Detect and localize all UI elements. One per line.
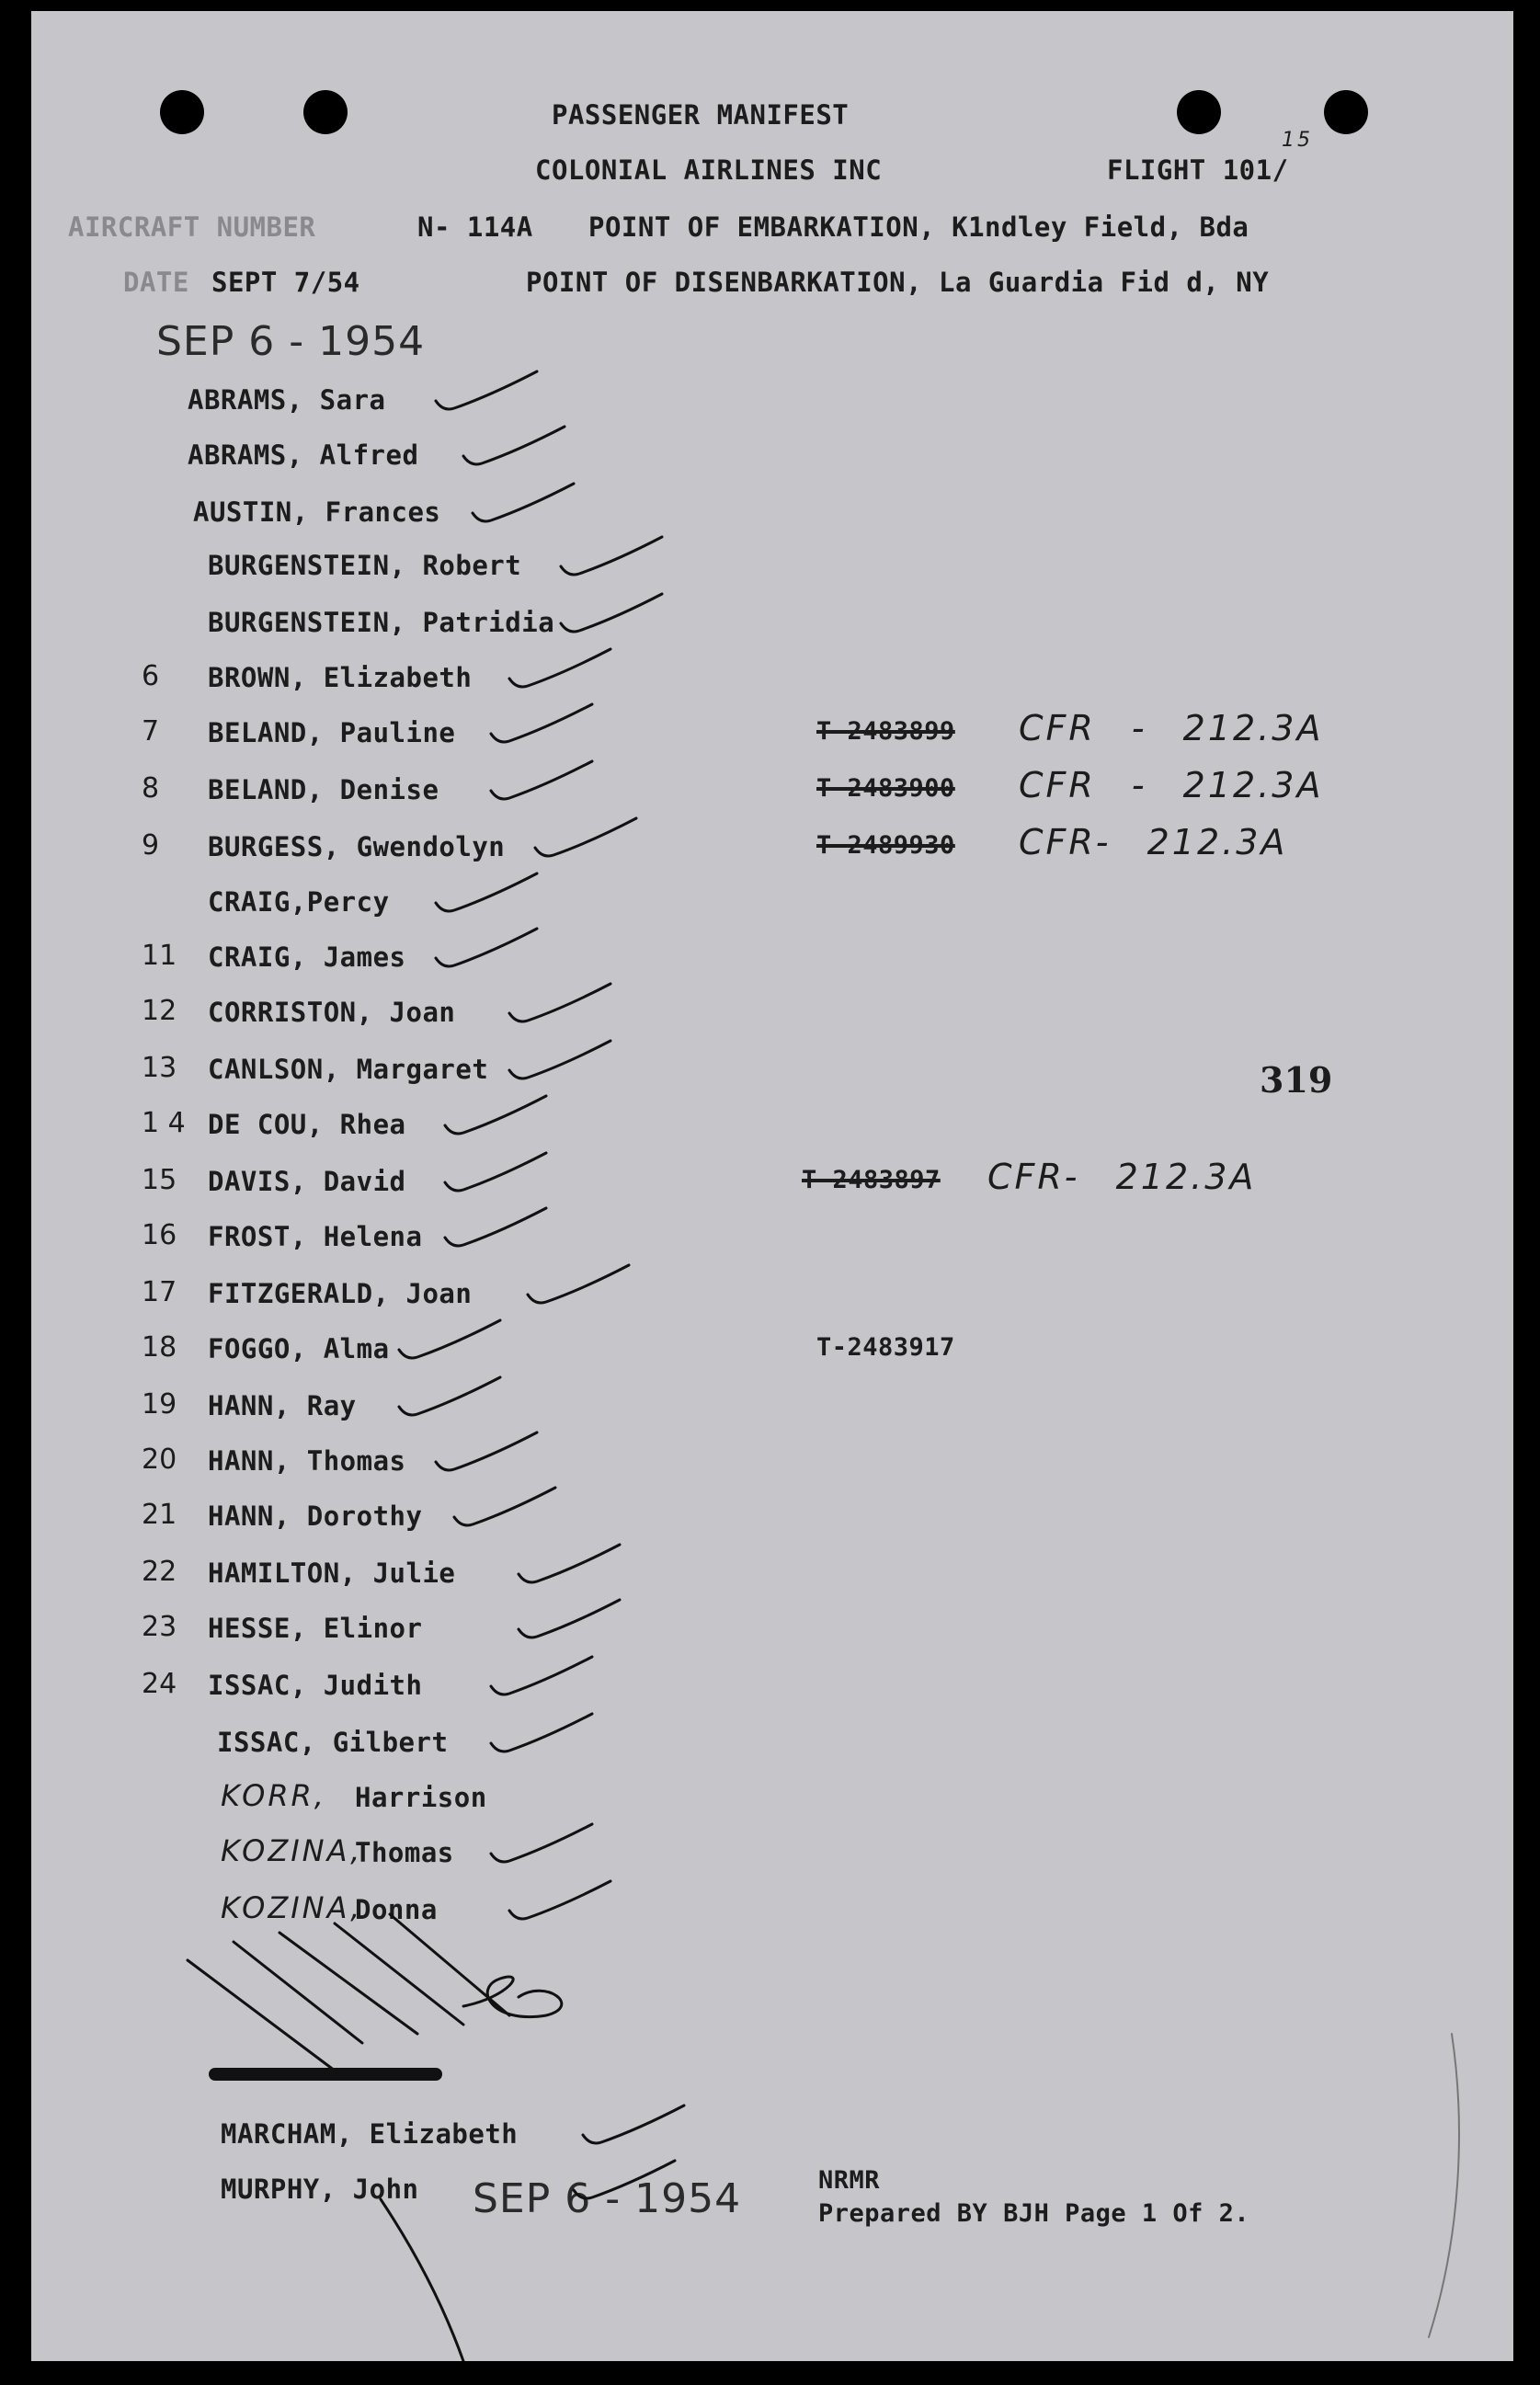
passenger-number: 20	[142, 1444, 177, 1476]
flight-number: FLIGHT 101/	[1107, 154, 1289, 186]
check-mark	[535, 818, 636, 856]
check-mark	[473, 484, 574, 521]
check-mark	[454, 1488, 555, 1525]
date-stamp-top: SEP 6 - 1954	[156, 318, 426, 365]
check-mark	[445, 1096, 546, 1134]
check-mark	[509, 1881, 610, 1919]
passenger-surname-handwritten: KOZINA,	[221, 1833, 363, 1868]
passenger-name: Thomas	[355, 1837, 454, 1868]
passenger-number: 21	[142, 1499, 177, 1531]
manifest-sheet	[31, 11, 1513, 2361]
check-mark	[491, 761, 592, 799]
passenger-name: Harrison	[355, 1782, 487, 1813]
check-mark	[436, 929, 537, 966]
margin-number: 319	[1260, 1059, 1333, 1101]
passenger-name: HANN, Thomas	[208, 1445, 406, 1477]
check-mark	[491, 1657, 592, 1695]
passenger-name: BELAND, Denise	[208, 774, 439, 805]
check-mark	[561, 537, 662, 575]
passenger-name: CANLSON, Margaret	[208, 1054, 489, 1085]
embarkation-point: POINT OF EMBARKATION, K1ndley Field, Bda	[588, 211, 1249, 243]
check-mark	[491, 1824, 592, 1862]
ticket-number: T-2483900	[816, 774, 955, 803]
passenger-number: 11	[142, 940, 177, 972]
passenger-number: 15	[142, 1164, 177, 1196]
passenger-surname-handwritten: KORR,	[221, 1778, 326, 1813]
passenger-number: 13	[142, 1052, 177, 1084]
passenger-number: 1 4	[142, 1107, 186, 1139]
passenger-surname-handwritten: KOZINA,	[221, 1890, 363, 1925]
signature-scribble	[463, 1977, 562, 2017]
passenger-name: CRAIG,Percy	[208, 886, 390, 918]
prepared-by: Prepared BY BJH Page 1 Of 2.	[818, 2199, 1250, 2228]
check-mark	[509, 984, 610, 1021]
passenger-number: 18	[142, 1331, 177, 1364]
margin-arc	[1429, 2034, 1459, 2337]
passenger-name: HANN, Dorothy	[208, 1501, 423, 1532]
check-mark	[436, 1432, 537, 1470]
check-mark	[528, 1265, 629, 1303]
ticket-number: T-2483917	[816, 1333, 955, 1362]
check-mark	[445, 1208, 546, 1246]
manifest-title: PASSENGER MANIFEST	[552, 99, 850, 131]
check-mark	[561, 594, 662, 632]
aircraft-number: N- 114A	[417, 211, 533, 243]
passenger-name: MARCHAM, Elizabeth	[221, 2118, 519, 2150]
passenger-number: 8	[142, 772, 160, 805]
passenger-name: BROWN, Elizabeth	[208, 662, 473, 693]
passenger-name: HANN, Ray	[208, 1390, 357, 1421]
passenger-name: BURGESS, Gwendolyn	[208, 831, 506, 862]
ticket-number: T-2489930	[816, 831, 955, 860]
passenger-name: DAVIS, David	[208, 1166, 406, 1197]
passenger-name: BURGENSTEIN, Robert	[208, 550, 522, 581]
passenger-name: Donna	[355, 1894, 438, 1925]
passenger-name: DE COU, Rhea	[208, 1109, 406, 1140]
check-mark	[445, 1153, 546, 1191]
office-code: NRMR	[818, 2166, 881, 2195]
passenger-name: ISSAC, Gilbert	[217, 1727, 449, 1758]
check-mark	[583, 2105, 684, 2143]
passenger-name: FOGGO, Alma	[208, 1333, 390, 1364]
passenger-name: BELAND, Pauline	[208, 717, 456, 748]
passenger-name: AUSTIN, Frances	[193, 496, 441, 528]
passenger-number: 24	[142, 1668, 177, 1700]
check-mark	[463, 427, 565, 464]
passenger-number: 6	[142, 660, 160, 692]
check-mark	[436, 873, 537, 911]
crossout-stroke-1	[188, 1960, 335, 2071]
check-mark	[509, 1041, 610, 1078]
check-mark	[399, 1320, 500, 1358]
check-mark	[491, 704, 592, 742]
passenger-number: 22	[142, 1556, 177, 1588]
flight-correction: 15	[1282, 129, 1313, 152]
date-stamp-bottom: SEP 6 - 1954	[473, 2175, 742, 2222]
passenger-name: FROST, Helena	[208, 1221, 423, 1252]
cfr-annotation: CFR - 212.3A	[1019, 708, 1324, 748]
passenger-name: ABRAMS, Alfred	[188, 439, 419, 471]
passenger-name: FITZGERALD, Joan	[208, 1278, 473, 1309]
check-mark	[519, 1600, 620, 1638]
cfr-annotation: CFR- 212.3A	[1019, 822, 1288, 862]
passenger-name: BURGENSTEIN, Patridia	[208, 607, 555, 638]
handwritten-marks	[31, 11, 1513, 2361]
date-label: DATE	[123, 267, 189, 298]
check-mark	[436, 371, 537, 409]
check-mark	[399, 1377, 500, 1415]
passenger-number: 17	[142, 1276, 177, 1308]
long-diagonal-stroke	[381, 2199, 463, 2361]
crossout-stroke-2	[234, 1942, 362, 2043]
passenger-number: 23	[142, 1611, 177, 1643]
passenger-name: HAMILTON, Julie	[208, 1558, 456, 1589]
ticket-number: T-2483899	[816, 717, 955, 746]
cfr-annotation: CFR - 212.3A	[1019, 765, 1324, 805]
manifest-date: SEPT 7/54	[211, 267, 360, 298]
aircraft-label: AIRCRAFT NUMBER	[68, 211, 316, 243]
crossout-stroke-3	[279, 1933, 417, 2034]
ticket-number: T-2483897	[802, 1166, 941, 1194]
passenger-number: 9	[142, 829, 160, 862]
disembarkation-point: POINT OF DISENBARKATION, La Guardia Fid d, NY	[526, 267, 1270, 298]
check-mark	[574, 2161, 675, 2198]
passenger-name: CRAIG, James	[208, 941, 406, 973]
cfr-annotation: CFR- 212.3A	[987, 1157, 1257, 1197]
passenger-number: 16	[142, 1219, 177, 1251]
check-mark	[519, 1545, 620, 1582]
crossout-stroke-5	[390, 1914, 509, 2015]
passenger-number: 7	[142, 715, 160, 747]
passenger-name: HESSE, Elinor	[208, 1613, 423, 1644]
passenger-number: 12	[142, 995, 177, 1027]
passenger-name: ISSAC, Judith	[208, 1670, 423, 1701]
check-mark	[491, 1714, 592, 1752]
passenger-name: CORRISTON, Joan	[208, 997, 456, 1028]
passenger-number: 19	[142, 1388, 177, 1421]
passenger-name: ABRAMS, Sara	[188, 384, 386, 416]
check-mark	[509, 649, 610, 687]
passenger-name: MURPHY, John	[221, 2174, 419, 2205]
crossout-stroke-4	[335, 1923, 463, 2025]
airline-name: COLONIAL AIRLINES INC	[535, 154, 883, 186]
